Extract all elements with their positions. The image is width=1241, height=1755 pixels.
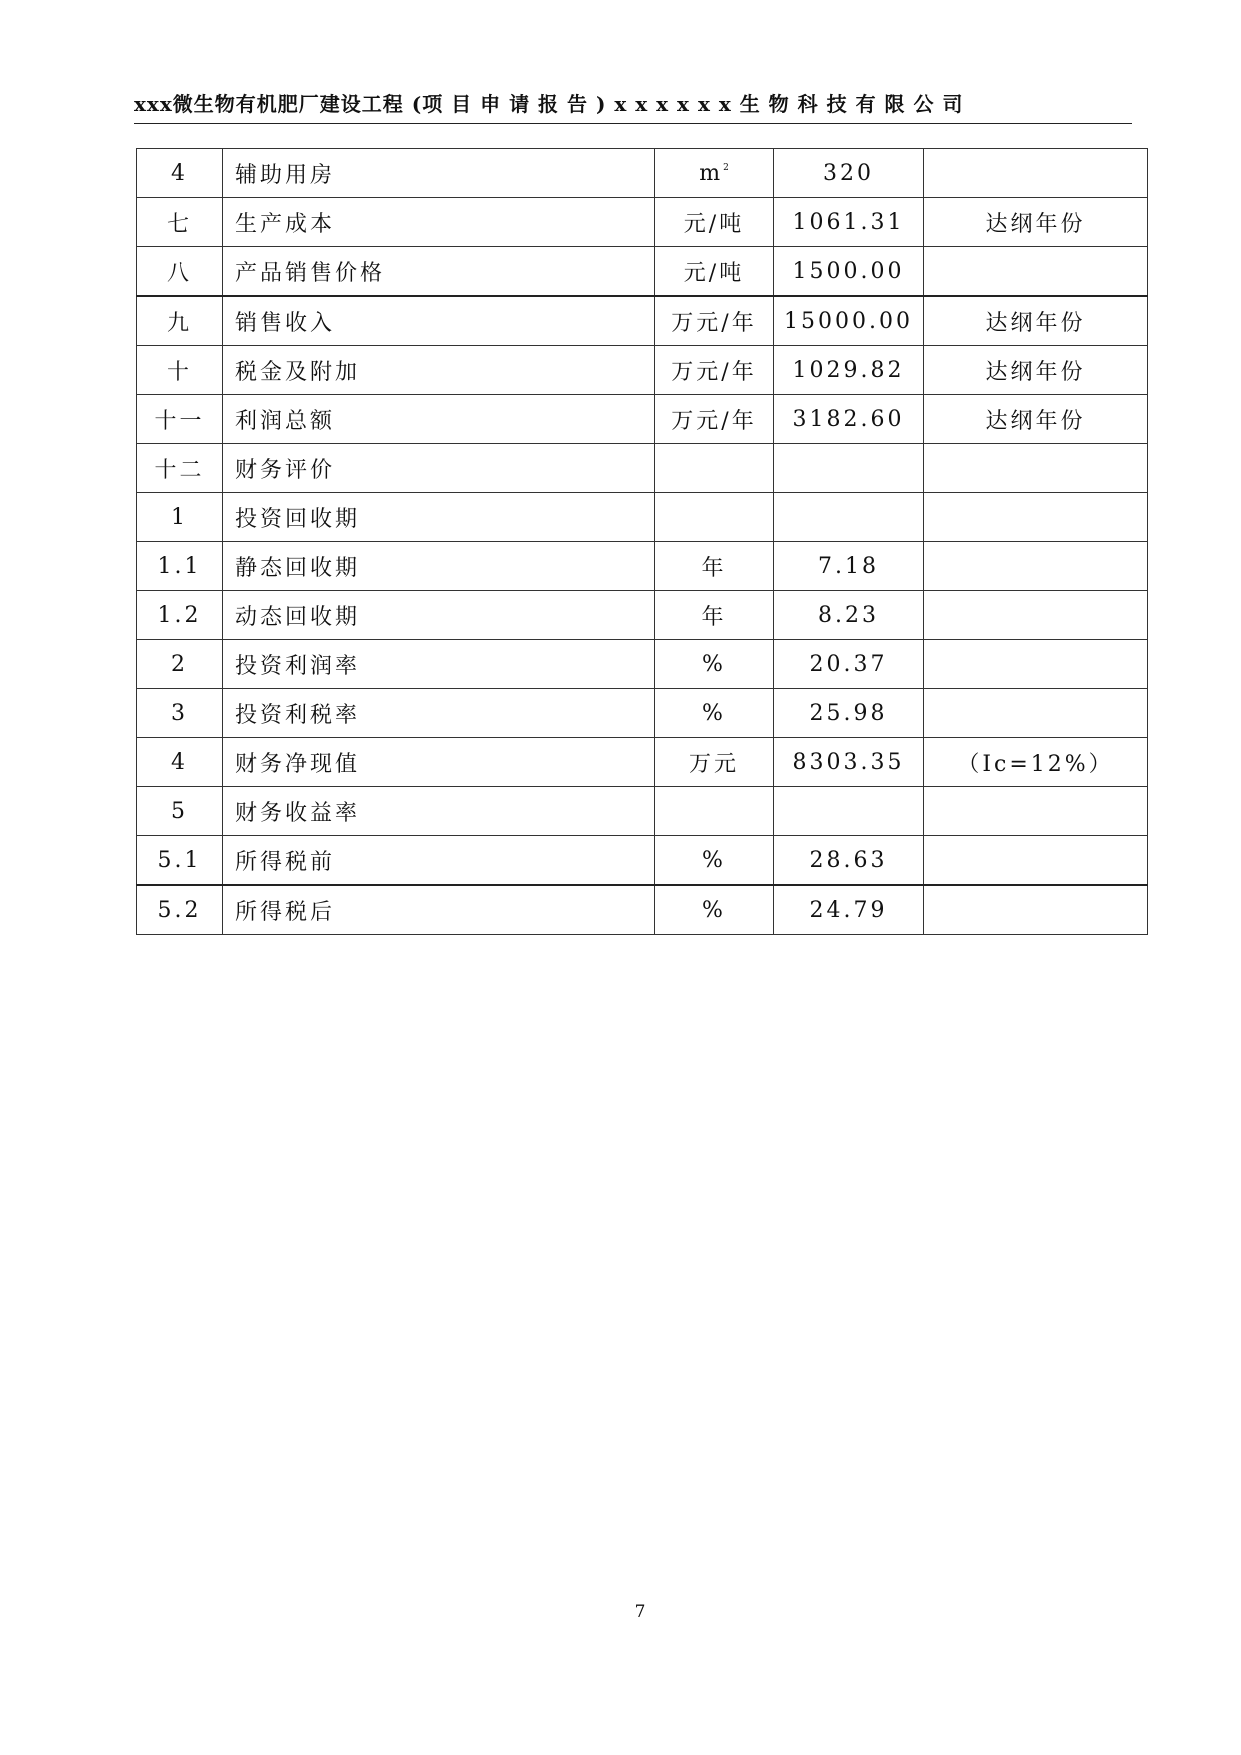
row-unit: % <box>655 689 774 738</box>
row-number: 1 <box>137 493 223 542</box>
table-row <box>137 885 1148 935</box>
row-item: 所得税前 <box>223 836 655 886</box>
row-item: 利润总额 <box>223 395 655 444</box>
row-note <box>924 247 1148 297</box>
row-value <box>774 787 924 836</box>
header-divider <box>134 123 1132 124</box>
row-note: 达纲年份 <box>924 296 1148 346</box>
financial-indicators-table <box>136 148 1148 935</box>
row-item: 财务评价 <box>223 444 655 493</box>
row-item: 财务收益率 <box>223 787 655 836</box>
row-unit: 元/吨 <box>655 198 774 247</box>
row-value: 20.37 <box>774 640 924 689</box>
row-value: 25.98 <box>774 689 924 738</box>
row-item: 静态回收期 <box>223 542 655 591</box>
row-note <box>924 689 1148 738</box>
row-item: 辅助用房 <box>223 149 655 198</box>
row-unit: % <box>655 836 774 886</box>
page-number: 7 <box>634 1602 646 1622</box>
table-row <box>137 346 1148 395</box>
row-item: 投资回收期 <box>223 493 655 542</box>
table-row <box>137 640 1148 689</box>
row-number: 七 <box>137 198 223 247</box>
table-row <box>137 787 1148 836</box>
row-number: 5 <box>137 787 223 836</box>
row-unit-superscript: 2 <box>723 162 729 173</box>
row-item: 财务净现值 <box>223 738 655 787</box>
row-number: 十二 <box>137 444 223 493</box>
row-note: 达纲年份 <box>924 346 1148 395</box>
row-number: 3 <box>137 689 223 738</box>
row-number: 1.1 <box>137 542 223 591</box>
row-note <box>924 787 1148 836</box>
row-item: 销售收入 <box>223 296 655 346</box>
row-item: 投资利润率 <box>223 640 655 689</box>
table-row <box>137 149 1148 198</box>
row-note <box>924 640 1148 689</box>
row-unit-text: m <box>699 160 724 186</box>
row-value: 8303.35 <box>774 738 924 787</box>
row-note <box>924 591 1148 640</box>
table-row <box>137 591 1148 640</box>
table-row <box>137 738 1148 787</box>
row-value: 15000.00 <box>774 296 924 346</box>
row-note <box>924 493 1148 542</box>
table-row <box>137 198 1148 247</box>
row-unit: 万元 <box>655 738 774 787</box>
row-number: 2 <box>137 640 223 689</box>
row-unit: 年 <box>655 542 774 591</box>
row-note: 达纲年份 <box>924 395 1148 444</box>
row-unit: % <box>655 640 774 689</box>
row-unit: 万元/年 <box>655 395 774 444</box>
row-number: 1.2 <box>137 591 223 640</box>
table-row <box>137 296 1148 346</box>
row-value: 3182.60 <box>774 395 924 444</box>
row-value: 320 <box>774 149 924 198</box>
row-value: 1500.00 <box>774 247 924 297</box>
row-unit <box>655 444 774 493</box>
row-number: 十一 <box>137 395 223 444</box>
row-item: 所得税后 <box>223 885 655 935</box>
table-row <box>137 493 1148 542</box>
row-number: 5.2 <box>137 885 223 935</box>
row-number: 八 <box>137 247 223 297</box>
row-note <box>924 836 1148 886</box>
row-unit: 万元/年 <box>655 346 774 395</box>
row-value <box>774 493 924 542</box>
row-unit: 年 <box>655 591 774 640</box>
table-row <box>137 247 1148 297</box>
row-note <box>924 444 1148 493</box>
row-number: 4 <box>137 738 223 787</box>
row-unit <box>655 149 774 198</box>
row-value <box>774 444 924 493</box>
row-value: 7.18 <box>774 542 924 591</box>
row-value: 8.23 <box>774 591 924 640</box>
table-row <box>137 689 1148 738</box>
table-row <box>137 836 1148 886</box>
row-unit <box>655 787 774 836</box>
table-row <box>137 542 1148 591</box>
row-note <box>924 542 1148 591</box>
row-note <box>924 885 1148 935</box>
row-item: 生产成本 <box>223 198 655 247</box>
page-header: xxx微生物有机肥厂建设工程 (项 目 申 请 报 告 ) x x x x x x 生 物 科 技 有 限 公 司 <box>134 92 964 116</box>
row-note: 达纲年份 <box>924 198 1148 247</box>
row-number: 九 <box>137 296 223 346</box>
row-value: 24.79 <box>774 885 924 935</box>
table-row <box>137 444 1148 493</box>
table-row <box>137 395 1148 444</box>
row-unit <box>655 493 774 542</box>
row-item: 动态回收期 <box>223 591 655 640</box>
row-note <box>924 149 1148 198</box>
row-value: 1061.31 <box>774 198 924 247</box>
row-value: 28.63 <box>774 836 924 886</box>
row-number: 4 <box>137 149 223 198</box>
row-unit: 元/吨 <box>655 247 774 297</box>
row-item: 税金及附加 <box>223 346 655 395</box>
row-value: 1029.82 <box>774 346 924 395</box>
row-note: （Ic=12%） <box>924 738 1148 787</box>
row-unit: % <box>655 885 774 935</box>
row-item: 产品销售价格 <box>223 247 655 297</box>
row-item: 投资利税率 <box>223 689 655 738</box>
row-unit: 万元/年 <box>655 296 774 346</box>
row-number: 5.1 <box>137 836 223 886</box>
row-number: 十 <box>137 346 223 395</box>
